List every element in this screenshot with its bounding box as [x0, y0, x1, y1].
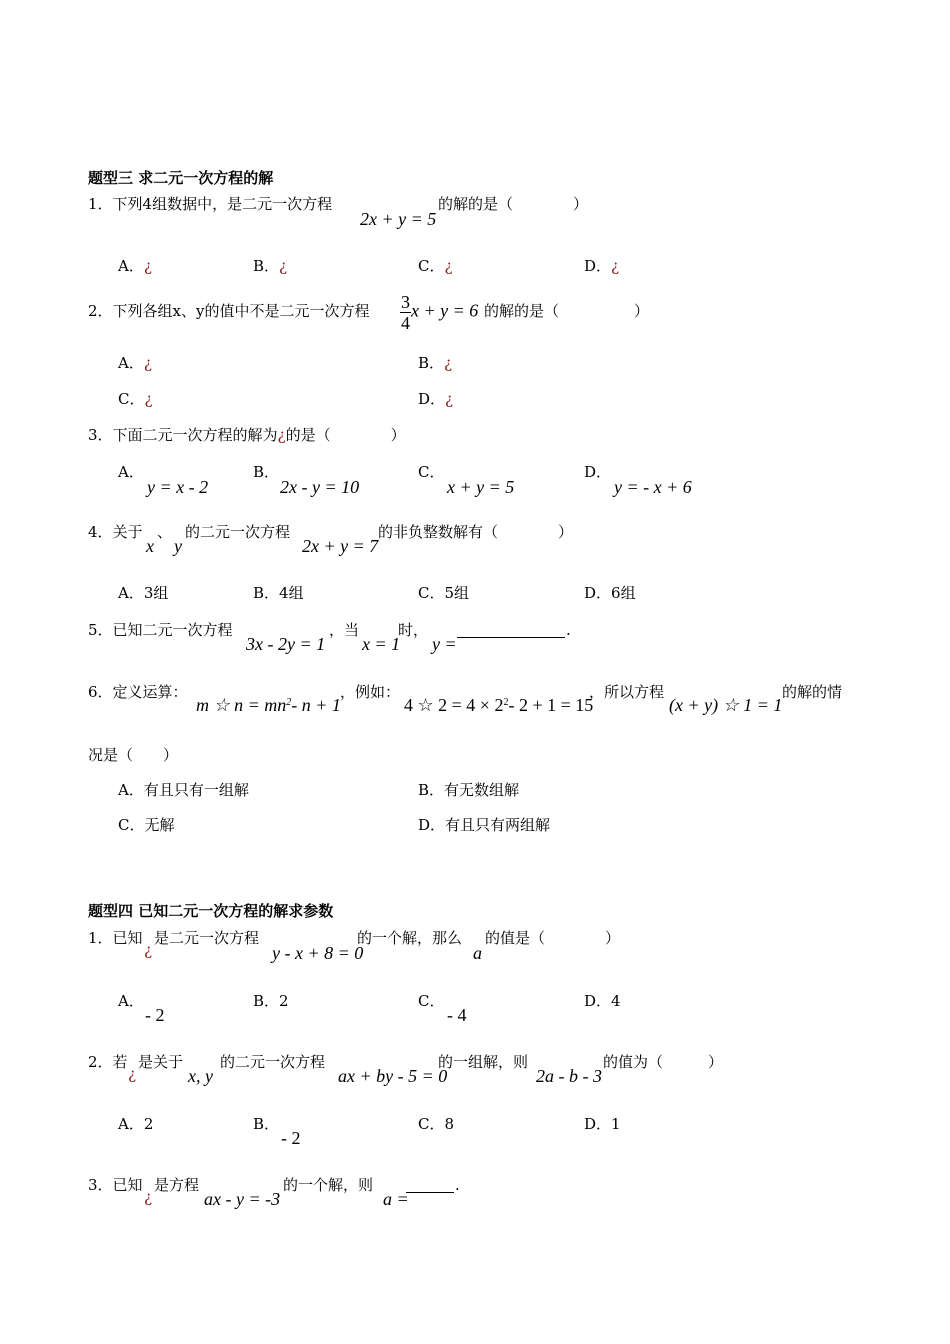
s4-q1-option-d[interactable]: D．4 [584, 992, 621, 1010]
s4-q1-option-c[interactable]: C． [418, 992, 445, 1010]
s3-q2-stem: 2．下列各组x、y的值中不是二元一次方程 [88, 302, 370, 320]
s3-q5-answer-label: y = [432, 634, 457, 654]
s3-q3-option-d-equation: y = - x + 6 [614, 477, 692, 497]
s4-q3-period: . [455, 1176, 460, 1194]
s3-q1-option-a[interactable]: A．¿ [118, 257, 152, 275]
s4-q3-answer-blank[interactable] [406, 1178, 454, 1196]
s4-q3-mid: 是方程 [154, 1176, 200, 1194]
s3-q4-option-a[interactable]: A．3组 [118, 584, 169, 602]
s3-q5-stem: 5．已知二元一次方程 [88, 621, 233, 639]
s3-q4-mid: 的二元一次方程 [185, 523, 291, 541]
s3-q3-option-d[interactable]: D． [584, 463, 612, 481]
s3-q3-option-b[interactable]: B． [253, 463, 280, 481]
s3-q3-option-c[interactable]: C． [418, 463, 445, 481]
s3-q1-option-b[interactable]: B．¿ [253, 257, 288, 275]
s3-q6-option-b[interactable]: B．有无数组解 [418, 781, 520, 799]
s3-q2-option-c[interactable]: C．¿ [118, 390, 153, 408]
placeholder-glyph-icon: ¿ [444, 257, 453, 275]
s3-q4-equation: 2x + y = 7 [302, 536, 379, 556]
s3-q1-equation: 2x + y = 5 [360, 209, 437, 229]
s3-q1-stem: 1．下列4组数据中，是二元一次方程 [88, 195, 333, 213]
s3-q2-equation [400, 293, 478, 332]
fraction-denominator: 4 [401, 313, 410, 333]
s4-q2-option-b[interactable]: B． [253, 1115, 280, 1133]
s3-q6-stem: 6．定义运算： [88, 683, 188, 701]
s4-q1-option-b[interactable]: B．2 [253, 992, 289, 1010]
s3-q6-option-a[interactable]: A．有且只有一组解 [118, 781, 249, 799]
s4-q2-mid: 是关于 [138, 1053, 184, 1071]
s3-q4-option-b[interactable]: B．4组 [253, 584, 304, 602]
s4-q1-option-a[interactable]: A． [118, 992, 144, 1010]
s4-q2-mid3: 的一组解，则 [438, 1053, 529, 1071]
s3-q6-tail: 的解的情 [782, 683, 843, 701]
s3-q2-option-d[interactable]: D．¿ [418, 390, 454, 408]
placeholder-glyph-icon: ¿ [143, 257, 152, 275]
s3-q4-separator: 、 [157, 523, 173, 541]
placeholder-glyph-icon: ¿ [128, 1065, 137, 1083]
s4-q1-option-c-value: - 4 [447, 1005, 467, 1025]
s4-q2-stem: 2．若 [88, 1053, 128, 1071]
s4-q2-option-a[interactable]: A．2 [118, 1115, 154, 1133]
s3-q6-option-d[interactable]: D．有且只有两组解 [418, 816, 551, 834]
s4-q2-equation: ax + by - 5 = 0 [338, 1066, 448, 1086]
s4-q1-equation: y - x + 8 = 0 [272, 943, 364, 963]
s3-q1-option-d[interactable]: D．¿ [584, 257, 620, 275]
s3-q6-example: 4 ☆ $2 = 4 \times 2^2-$ 2 + 1 = 15 [404, 695, 594, 715]
s3-q2-option-a[interactable]: A．¿ [118, 354, 152, 372]
s4-q3-stem: 3．已知 [88, 1176, 143, 1194]
s4-q1-mid2: 的一个解，那么 [357, 929, 463, 947]
s3-q6-line2: 况是（ ） [88, 746, 179, 764]
s3-q6-equation: (x + y) ☆ 1 = 1 [669, 695, 783, 715]
s3-q3-stem: 3．下面二元一次方程的解为¿的是（ ） [88, 426, 406, 444]
s4-q3-equation: ax - y = -3 [204, 1189, 281, 1209]
s3-q4-var-x: x [146, 536, 154, 556]
s3-q4-option-d[interactable]: D．6组 [584, 584, 636, 602]
s4-q1-stem: 1．已知 [88, 929, 143, 947]
s4-q2-expression: 2a - b - 3 [536, 1066, 602, 1086]
s3-q3-option-a-equation: y = x - 2 [147, 477, 209, 497]
s3-q6-definition: m ☆ $n = mn^2-$ n + 1 [196, 695, 341, 715]
s3-q5-condition: x = 1 [362, 634, 401, 654]
placeholder-glyph-icon: ¿ [144, 1188, 153, 1206]
placeholder-glyph-icon: ¿ [277, 426, 286, 444]
placeholder-glyph-icon: ¿ [279, 257, 288, 275]
s3-q5-mid2: 时， [398, 621, 429, 639]
s3-q4-var-y: y [174, 536, 182, 556]
s3-q4-tail: 的非负整数解有（ ） [378, 523, 574, 541]
s4-q2-option-c[interactable]: C．8 [418, 1115, 455, 1133]
s4-q3-mid2: 的一个解，则 [283, 1176, 374, 1194]
s3-q5-equation: 3x - 2y = 1 [246, 634, 326, 654]
s4-q2-mid2: 的二元一次方程 [220, 1053, 326, 1071]
s4-q2-option-b-value: - 2 [281, 1128, 301, 1148]
s3-q6-option-c[interactable]: C．无解 [118, 816, 175, 834]
s4-q2-vars: x, y [188, 1066, 213, 1086]
s3-q2-tail: 的解的是（ ） [484, 302, 650, 320]
placeholder-glyph-icon: ¿ [445, 390, 454, 408]
s3-q5-answer-blank[interactable] [457, 623, 565, 641]
fraction-numerator: 3 [401, 292, 410, 312]
s3-q3-option-c-equation: x + y = 5 [447, 477, 515, 497]
placeholder-glyph-icon: ¿ [611, 257, 620, 275]
s4-q2-tail: 的值为（ ） [603, 1053, 724, 1071]
s3-q5-mid1: ，当 [329, 621, 360, 639]
placeholder-glyph-icon: ¿ [143, 354, 152, 372]
s3-q3-option-a[interactable]: A． [118, 463, 144, 481]
s3-q4-stem: 4．关于 [88, 523, 143, 541]
section3-title: 题型三 求二元一次方程的解 [88, 169, 274, 187]
section4-title: 题型四 已知二元一次方程的解求参数 [88, 902, 334, 920]
placeholder-glyph-icon: ¿ [144, 390, 153, 408]
s4-q2-option-d[interactable]: D．1 [584, 1115, 621, 1133]
s4-q3-answer-label: a = [383, 1189, 409, 1209]
placeholder-glyph-icon: ¿ [444, 354, 453, 372]
s3-q1-tail: 的解的是（ ） [438, 195, 589, 213]
s3-q2-equation-rest: x + y = 6 [411, 300, 479, 321]
s4-q1-tail: 的值是（ ） [485, 929, 621, 947]
s4-q1-var: a [473, 943, 482, 963]
s3-q3-option-b-equation: 2x - y = 10 [280, 477, 360, 497]
s3-q6-mid: ，例如： [340, 683, 401, 701]
s3-q4-option-c[interactable]: C．5组 [418, 584, 470, 602]
s4-q1-option-a-value: - 2 [145, 1005, 165, 1025]
s3-q6-mid2: ，所以方程 [589, 683, 665, 701]
s3-q5-period: . [566, 621, 571, 639]
s4-q1-mid: 是二元一次方程 [154, 929, 260, 947]
s3-q1-option-c[interactable]: C．¿ [418, 257, 453, 275]
placeholder-glyph-icon: ¿ [144, 941, 153, 959]
s3-q2-option-b[interactable]: B．¿ [418, 354, 453, 372]
